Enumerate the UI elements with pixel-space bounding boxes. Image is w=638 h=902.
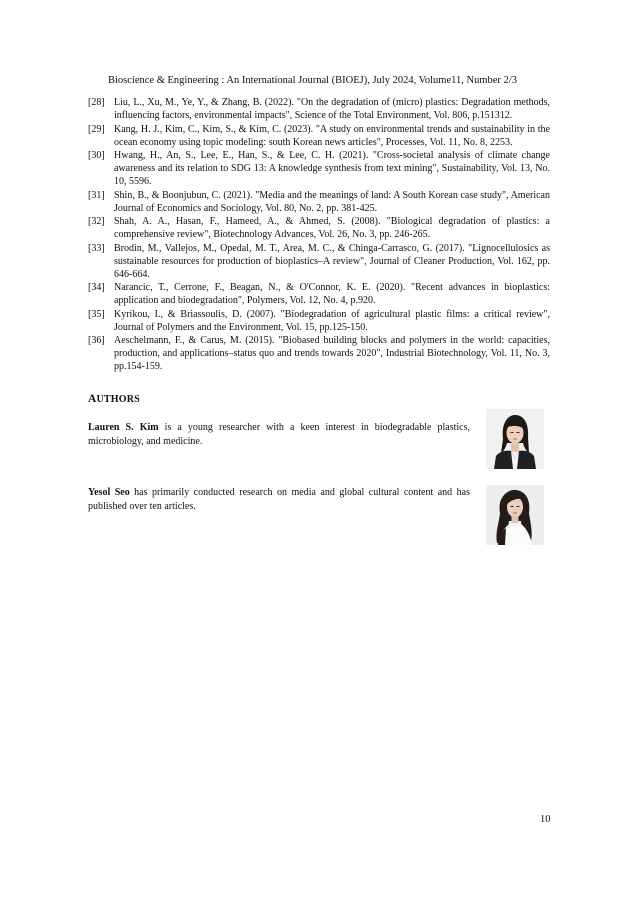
author-bio — [88, 421, 470, 449]
reference-number: [30] — [88, 150, 105, 161]
reference-number: [28] — [88, 97, 105, 108]
reference-number: [36] — [88, 335, 105, 346]
reference-item — [88, 334, 550, 373]
author-bio-text: has primarily conducted research on media and global cultural content and has published over ten articles. — [88, 487, 470, 512]
reference-item — [88, 215, 550, 241]
reference-number: [31] — [88, 189, 105, 201]
reference-number: [33] — [88, 242, 105, 254]
reference-text: Liu, L., Xu, M., Ye, Y., & Zhang, B. (2022). "On the degradation of (micro) plastics: Degradation methods, influencing factors, environmental impacts", Science of the Total Environment, Vol. 806, p.151312. — [114, 97, 550, 121]
reference-item — [88, 242, 550, 281]
reference-number: [32] — [88, 216, 105, 227]
author-name: Lauren S. Kim — [88, 422, 159, 433]
reference-text: Brodin, M., Vallejos, M., Opedal, M. T., Area, M. C., & Chinga-Carrasco, G. (2017). "Lignocellulosics as sustainable resources for production of bioplastics–A review", Journal of Cleaner Production, Vol. 162, pp. 646-664. — [114, 242, 550, 280]
reference-text: Shah, A. A., Hasan, F., Hameed, A., & Ahmed, S. (2008). "Biological degradation of plastics: a comprehensive review", Biotechnology Advances, Vol. 26, No. 3, pp. 246-265. — [114, 216, 550, 240]
reference-number: [35] — [88, 308, 105, 320]
reference-text: Kang, H. J., Kim, C., Kim, S., & Kim, C. (2023). "A study on environmental trends and sustainability in the ocean economy using topic modeling: south Korean news articles", Processes, Vol. 11, No. 8, 2253. — [114, 123, 550, 148]
reference-number: [29] — [88, 123, 105, 135]
reference-item — [88, 281, 550, 307]
running-header: Bioscience & Engineering : An International Journal (BIOEJ), July 2024, Volume11, Number 2/3 — [108, 75, 517, 86]
reference-list — [88, 96, 550, 374]
reference-text: Hwang, H., An, S., Lee, E., Han, S., & Lee, C. H. (2021). "Cross-societal analysis of climate change awareness and its relation to SDG 13: A knowledge synthesis from text mining", Sustainability, Vol. 13, No. 10, 5596. — [114, 150, 550, 187]
reference-text: Aeschelmann, F., & Carus, M. (2015). "Biobased building blocks and polymers in the world: capacities, production, and applications–status quo and trends towards 2020", Industrial Biotechnology, Vol. 11, No. 3, pp.154-159. — [114, 335, 550, 372]
reference-item — [88, 189, 550, 215]
reference-item — [88, 96, 550, 122]
reference-item — [88, 149, 550, 188]
authors-heading-initial: A — [88, 393, 97, 405]
author-photo — [486, 409, 544, 469]
author-bio-text: is a young researcher with a keen interest in biodegradable plastics, microbiology, and medicine. — [88, 422, 471, 447]
reference-item — [88, 308, 550, 334]
reference-item — [88, 123, 550, 149]
reference-text: Kyrikou, I., & Briassoulis, D. (2007). "Biodegradation of agricultural plastic films: a critical review", Journal of Polymers and the Environment, Vol. 15, pp.125-150. — [114, 308, 550, 333]
reference-number: [34] — [88, 282, 105, 293]
author-bio — [88, 486, 470, 514]
author-photo-image — [486, 409, 544, 469]
page-number: 10 — [540, 814, 551, 825]
authors-heading — [88, 393, 140, 405]
reference-text: Narancic, T., Cerrone, F., Beagan, N., & O'Connor, K. E. (2020). "Recent advances in bioplastics: application and biodegradation", Polymers, Vol. 12, No. 4, p.920. — [114, 282, 550, 306]
author-photo — [486, 485, 544, 545]
authors-heading-rest: UTHORS — [96, 394, 140, 405]
reference-text: Shin, B., & Boonjubun, C. (2021). "Media and the meanings of land: A South Korean case study", American Journal of Economics and Sociology, Vol. 80, No. 2, pp. 381-425. — [114, 189, 550, 214]
author-name: Yesol Seo — [88, 487, 130, 498]
author-photo-image — [486, 485, 544, 545]
